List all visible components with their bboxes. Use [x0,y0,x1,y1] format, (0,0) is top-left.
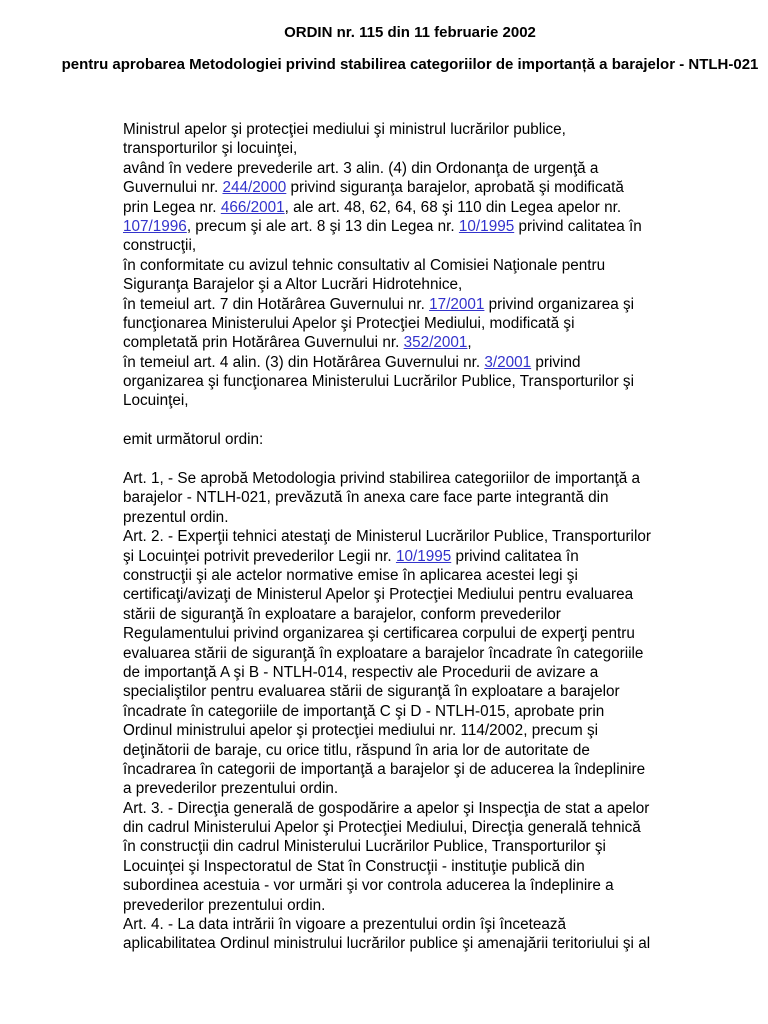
document-title: ORDIN nr. 115 din 11 februarie 2002 [284,24,536,41]
text-segment: Ordinul ministrului apelor şi protecţiei mediului nr. 114/2002, precum şi [123,722,598,740]
text-segment: evaluarea stării de siguranţă în exploatare a barajelor încadrate în categoriile [123,644,644,662]
text-segment: prin Legea nr. [123,198,221,216]
law-reference-link[interactable]: 10/1995 [395,547,452,565]
text-segment: , [467,334,472,352]
text-line [123,702,703,721]
law-reference-link[interactable]: 466/2001 [220,198,285,216]
text-segment: din cadrul Ministerului Apelor şi Protecţiei Mediului, Direcţia generală tehnică [123,819,641,837]
text-segment: în temeiul art. 7 din Hotărârea Guvernului nr. [123,295,430,313]
text-segment: prezentul ordin. [123,508,229,526]
document-subtitle: pentru aprobarea Metodologiei privind stabilirea categoriilor de importanță a barajelor - NTLH-021 [61,56,759,73]
document-body [123,120,703,954]
text-segment: încadrate în categoriile de importanţă C şi D - NTLH-015, aprobate prin [123,702,605,720]
text-line [123,663,703,682]
text-line [123,314,703,333]
law-reference-link[interactable]: 17/2001 [429,295,485,313]
text-line [123,837,703,856]
text-line [123,721,703,740]
text-segment: Art. 4. - La data intrării în vigoare a prezentului ordin îşi încetează [123,916,566,934]
text-segment: în construcţii din cadrul Ministerului Lucrărilor Publice, Transporturilor şi [123,838,606,856]
text-line [123,760,703,779]
text-segment: emit următorul ordin: [123,431,264,449]
text-segment: în temeiul art. 4 alin. (3) din Hotărârea Guvernului nr. [123,353,485,371]
text-segment: Locuinţei şi Inspectoratul de Stat în Construcţii - instituţie publică din [123,857,585,875]
text-segment: privind organizarea şi [484,295,635,313]
text-line [123,682,703,701]
law-reference-link[interactable]: 3/2001 [484,353,532,371]
text-segment: aplicabilitatea Ordinul ministrului lucrărilor publice şi amenajării teritoriului şi al [123,935,651,953]
text-segment: , ale art. 48, 62, 64, 68 şi 110 din Legea apelor nr. [284,198,622,216]
text-segment: Locuinţei, [123,392,189,410]
text-segment: stării de siguranţă în exploatare a barajelor, conform prevederilor [123,605,561,623]
text-segment: certificaţi/avizaţi de Ministerul Apelor şi Protecţiei Mediului pentru evaluarea [123,586,634,604]
text-line [123,178,703,197]
law-reference-link[interactable]: 10/1995 [458,217,515,235]
text-segment: specialiştilor pentru evaluarea stării de siguranţă în exploatare a barajelor [123,683,620,701]
text-segment: privind siguranţa barajelor, aprobată şi modificată [286,179,624,197]
text-line [123,799,703,818]
text-segment: Ministrul apelor şi protecţiei mediului şi ministrul lucrărilor publice, [123,121,566,138]
text-segment: în conformitate cu avizul tehnic consultativ al Comisiei Naţionale pentru [123,256,606,274]
text-segment: funcţionarea Ministerului Apelor şi Protecţiei Mediului, modificată şi [123,314,575,332]
text-line [123,779,703,798]
text-line [123,333,703,352]
text-line [123,139,703,158]
text-line [123,488,703,507]
text-line [123,585,703,604]
text-line [123,857,703,876]
text-segment: subordinea acestuia - vor urmări şi vor controla aducerea la îndeplinire a [123,877,614,895]
text-segment: deţinătorii de baraje, cu orice titlu, răspund în aria lor de autoritate de [123,741,590,759]
text-segment: şi Locuinţei potrivit prevederilor Legii nr. [123,547,396,565]
text-line [123,547,703,566]
text-segment: privind [531,353,581,371]
text-line [123,391,703,410]
text-line [123,644,703,663]
text-segment: , precum şi ale art. 8 şi 13 din Legea nr. [186,217,459,235]
text-line [123,934,703,953]
text-segment: transporturilor şi locuinţei, [123,140,298,158]
text-segment: barajelor - NTLH-021, prevăzută în anexa care face parte integrantă din [123,489,609,507]
text-line [123,527,703,546]
text-segment: a prevederilor prezentului ordin. [123,780,339,798]
text-line [123,566,703,585]
law-reference-link[interactable]: 244/2000 [222,179,287,197]
text-line [123,876,703,895]
text-line [123,508,703,527]
text-segment: având în vedere prevederile art. 3 alin. (4) din Ordonanţa de urgenţă a [123,159,599,177]
text-line [123,217,703,236]
blank-line [123,411,703,430]
text-line [123,256,703,275]
text-line [123,741,703,760]
text-line [123,818,703,837]
text-line [123,275,703,294]
text-segment: organizarea şi funcţionarea Ministerului Lucrărilor Publice, Transporturilor şi [123,373,634,391]
text-segment: Art. 2. - Experţii tehnici atestaţi de Ministerul Lucrărilor Publice, Transporturilor [123,528,651,546]
text-segment: privind calitatea în [451,547,579,565]
text-line [123,295,703,314]
text-line [123,430,703,449]
law-reference-link[interactable]: 107/1996 [123,217,187,235]
text-segment: Art. 3. - Direcţia generală de gospodărire a apelor şi Inspecţia de stat a apelor [123,799,650,817]
text-segment: Siguranţa Barajelor şi a Altor Lucrări Hidrotehnice, [123,276,463,294]
text-line [123,198,703,217]
text-segment: construcţii şi ale actelor normative emise în aplicarea acestei legi şi [123,566,578,584]
text-line [123,236,703,255]
text-line [123,120,703,139]
law-reference-link[interactable]: 352/2001 [403,334,468,352]
text-segment: privind calitatea în [514,217,642,235]
text-segment: Art. 1, - Se aprobă Metodologia privind stabilirea categoriilor de importanţă a [123,470,640,488]
text-line [123,469,703,488]
text-line [123,896,703,915]
text-line [123,353,703,372]
text-line [123,624,703,643]
text-segment: Guvernului nr. [123,179,223,197]
text-segment: construcţii, [123,237,197,255]
text-line [123,915,703,934]
text-segment: încadrarea în categorii de importanţă a barajelor şi de aducerea la îndeplinire [123,760,646,778]
text-segment: de importanţă A şi B - NTLH-014, respectiv ale Procedurii de avizare a [123,663,599,681]
blank-line [123,450,703,469]
text-segment: prevederilor prezentului ordin. [123,896,326,914]
text-line [123,159,703,178]
text-segment: completată prin Hotărârea Guvernului nr. [123,334,404,352]
text-line [123,605,703,624]
text-line [123,372,703,391]
text-segment: Regulamentului privind organizarea şi certificarea corpului de experţi pentru [123,625,635,643]
